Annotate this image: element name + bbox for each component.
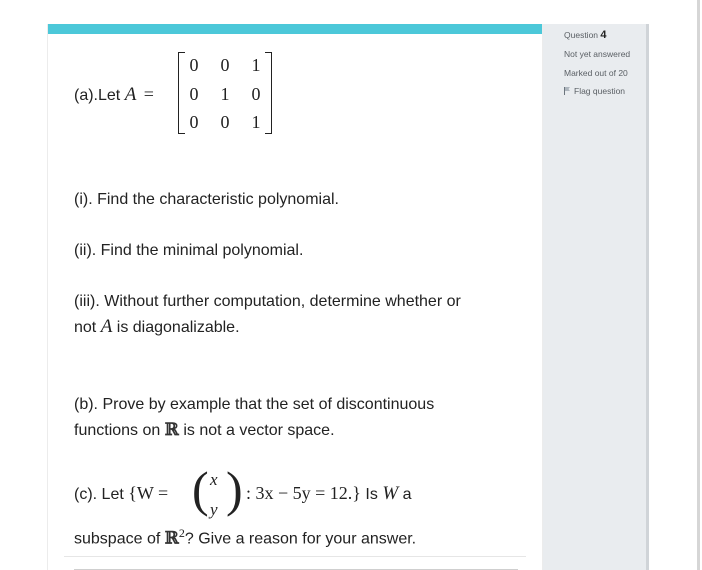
question-card bbox=[48, 24, 542, 570]
matrix-var: A bbox=[124, 84, 137, 105]
vector-x: x bbox=[210, 470, 218, 489]
question-marks: Marked out of 20 bbox=[564, 68, 628, 78]
matrix-a bbox=[178, 52, 272, 134]
reals-symbol: ℝ bbox=[164, 528, 179, 549]
card-accent-bar bbox=[48, 24, 542, 34]
question-number: Question 4 bbox=[564, 29, 607, 41]
card-divider bbox=[64, 556, 526, 557]
matrix-cell: 1 bbox=[251, 112, 261, 132]
matrix-cell: 0 bbox=[189, 84, 199, 104]
flag-icon bbox=[564, 87, 571, 95]
reals-symbol: ℝ bbox=[164, 420, 179, 440]
part-c-line2: subspace of ℝ$^2$? Give a reason for your answer. bbox=[74, 526, 417, 549]
part-c-condition: : 3x − 5y = 12.} Is W a bbox=[246, 483, 412, 504]
matrix-right-bracket bbox=[265, 52, 272, 134]
question-info-panel bbox=[543, 24, 649, 570]
part-b-line2: functions on ℝ is not a vector space. bbox=[74, 420, 335, 440]
question-status: Not yet answered bbox=[564, 49, 631, 59]
matrix-cell: 0 bbox=[220, 55, 230, 75]
vector-y: y bbox=[210, 500, 218, 519]
part-a-i: (i). Find the characteristic polynomial. bbox=[74, 191, 339, 208]
matrix-cell: 0 bbox=[189, 55, 199, 75]
page-edge-rule bbox=[697, 0, 700, 570]
part-b-line1: (b). Prove by example that the set of discontinuous bbox=[74, 396, 435, 413]
matrix-cell: 0 bbox=[220, 112, 230, 132]
part-c-prefix: (c). Let {W = bbox=[74, 483, 169, 503]
matrix-cell: 0 bbox=[251, 84, 261, 104]
vector-right-paren: ) bbox=[226, 461, 243, 517]
part-a-ii: (ii). Find the minimal polynomial. bbox=[74, 242, 304, 259]
flag-question-link[interactable]: Flag question bbox=[564, 86, 625, 96]
part-a-label: (a).Let A = bbox=[74, 84, 154, 105]
vector-left-paren: ( bbox=[192, 461, 209, 517]
part-a-iii-line1: (iii). Without further computation, determine whether or bbox=[74, 293, 461, 310]
matrix-cell: 1 bbox=[220, 84, 230, 104]
matrix-cell: 1 bbox=[251, 55, 261, 75]
part-a-iii-line2: not A is diagonalizable. bbox=[74, 316, 240, 337]
matrix-cell: 0 bbox=[189, 112, 199, 132]
